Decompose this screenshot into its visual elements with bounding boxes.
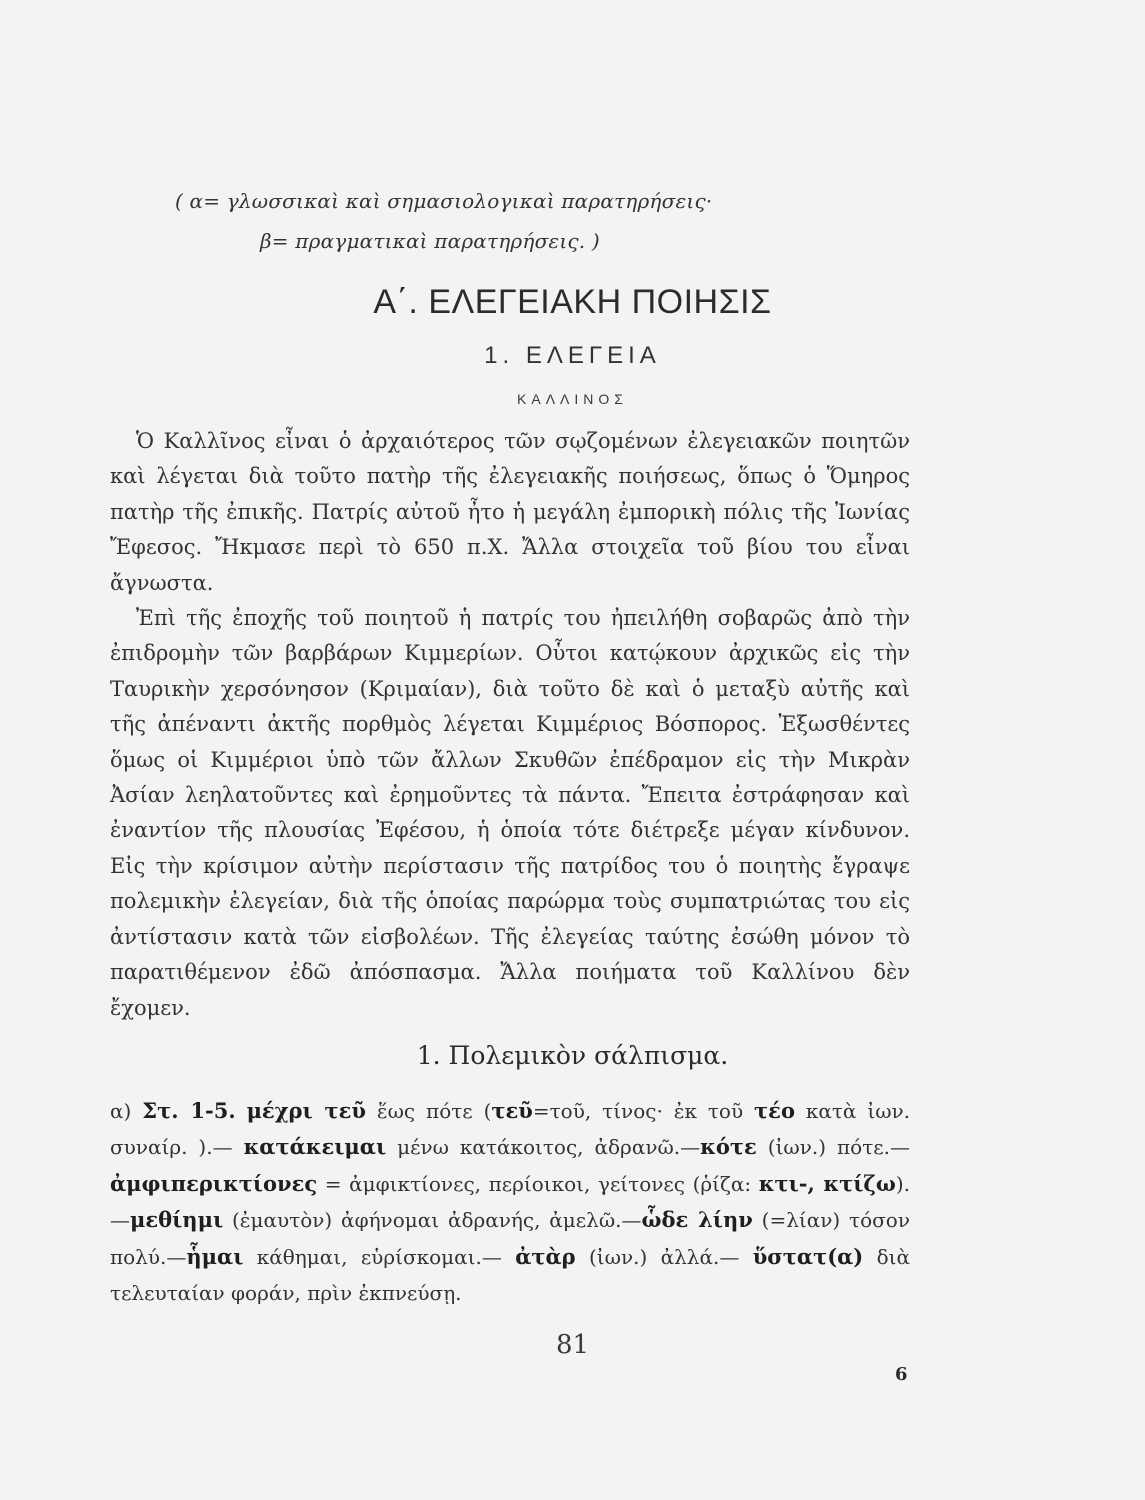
legend-line-a: ( α= γλωσσικαὶ καὶ σημασιολογικαὶ παρατηρήσεις· [175, 189, 713, 213]
note-text: =τοῦ, τίνος· ἐκ τοῦ [532, 1099, 755, 1123]
note-term: ἀτὰρ [515, 1243, 576, 1269]
note-term: κότε [700, 1134, 757, 1160]
note-term: τεῦ [491, 1098, 533, 1123]
sub-title: 1. ΕΛΕΓΕΙΑ [484, 342, 661, 369]
poem-title: 1. Πολεμικὸν σάλπισμα. [416, 1041, 729, 1070]
signature-mark: 6 [895, 1364, 908, 1385]
note-text: = ἀμφικτίονες, περίοικοι, γείτονες (ῥίζα: [317, 1171, 759, 1196]
note-term: ὕστατ(α) [752, 1243, 864, 1269]
note-term: τέο [754, 1098, 795, 1123]
author-heading: ΚΑΛΛΙΝΟΣ [517, 391, 628, 407]
note-text: ).— [110, 1171, 910, 1233]
intro-text [110, 424, 910, 1026]
note-text: διὰ τελευταίαν φοράν, πρὶν ἐκπνεύσῃ. [110, 1244, 910, 1306]
legend-line-b: β= πραγματικαὶ παρατηρήσεις. ) [260, 229, 600, 253]
note-text: κάθημαι, εὑρίσκομαι.— [243, 1244, 516, 1269]
page-number: 81 [555, 1330, 590, 1360]
note-text: μένω κατάκοιτος, ἀδρανῶ.— [386, 1135, 701, 1160]
note-term: Στ. 1-5. [142, 1098, 236, 1123]
note-text: (ἰων.) ἀλλά.— [575, 1244, 753, 1269]
intro-paragraph-1: Ὁ Καλλῖνος εἶναι ὁ ἀρχαιότερος τῶν σῳζομένων ἐλεγειακῶν ποιητῶν καὶ λέγεται διὰ τοῦτο πατὴρ τῆς ἐλεγειακῆς ποιήσεως, ὅπως ὁ Ὅμηρος πατὴρ τῆς ἐπικῆς. Πατρίς αὐτοῦ ἦτο ἡ μεγάλη ἐμπορικὴ πόλις τῆς Ἰωνίας Ἔφεσος. Ἤκμασε περὶ τὸ 650 π.Χ. Ἄλλα στοιχεῖα τοῦ βίου του εἶναι ἄγνωστα. [110, 429, 910, 595]
notes-paragraph [110, 1093, 910, 1311]
intro-paragraph-2: Ἐπὶ τῆς ἐποχῆς τοῦ ποιητοῦ ἡ πατρίς του ἠπειλήθη σοβαρῶς ἀπὸ τὴν ἐπιδρομὴν τῶν βαρβάρων Κιμμερίων. Οὗτοι κατῴκουν ἀρχικῶς εἰς τὴν Ταυρικὴν χερσόνησον (Κριμαίαν), διὰ τοῦτο δὲ καὶ ὁ μεταξὺ αὐτῆς καὶ τῆς ἀπέναντι ἀκτῆς πορθμὸς λέγεται Κιμμέριος Βόσπορος. Ἐξωσθέντες ὅμως οἱ Κιμμέριοι ὑπὸ τῶν ἄλλων Σκυθῶν ἐπέδραμον εἰς τὴν Μικρὰν Ἀσίαν λεηλατοῦντες καὶ ἐρημοῦντες τὰ πάντα. Ἔπειτα ἐστράφησαν καὶ ἐναντίον τῆς πλουσίας Ἐφέσου, ἡ ὁποία τότε διέτρεξε μέγαν κίνδυνον. Εἰς τὴν κρίσιμον αὐτὴν περίστασιν τῆς πατρίδος του ὁ ποιητὴς ἔγραψε πολεμικὴν ἐλεγείαν, διὰ τῆς ὁποίας παρώρμα τοὺς συμπατριώτας του εἰς ἀντίστασιν κατὰ τῶν εἰσβολέων. Τῆς ἐλεγείας ταύτης ἐσώθη μόνον τὸ παρατιθέμενον ἐδῶ ἀπόσπασμα. Ἄλλα ποιήματα τοῦ Καλλίνου δὲν ἔχομεν. [110, 606, 910, 1020]
section-title: Α΄. ΕΛΕΓΕΙΑΚΗ ΠΟΙΗΣΙΣ [373, 283, 772, 321]
note-term: μέχρι τεῦ [246, 1098, 366, 1123]
note-term: ἀμφιπερικτίονες [110, 1170, 318, 1196]
notes-prefix: α) [110, 1099, 143, 1123]
note-text: κατὰ ἰων. συναίρ. ).— [110, 1099, 911, 1160]
note-text: (ἐμαυτὸν) ἀφήνομαι ἀδρανής, ἀμελῶ.— [223, 1208, 642, 1233]
note-term: κτι-, κτίζω [758, 1170, 896, 1196]
note-term: μεθίημι [130, 1207, 224, 1233]
note-term: ἧμαι [186, 1243, 244, 1269]
note-text: ἕως πότε ( [365, 1099, 492, 1123]
note-term: κατάκειμαι [243, 1134, 387, 1160]
note-text: (=λίαν) τόσον πολύ.— [110, 1208, 911, 1269]
note-term: ὧδε λίην [641, 1207, 753, 1233]
notes-section [110, 1093, 910, 1311]
note-text: (ἰων.) πότε.— [756, 1135, 911, 1160]
